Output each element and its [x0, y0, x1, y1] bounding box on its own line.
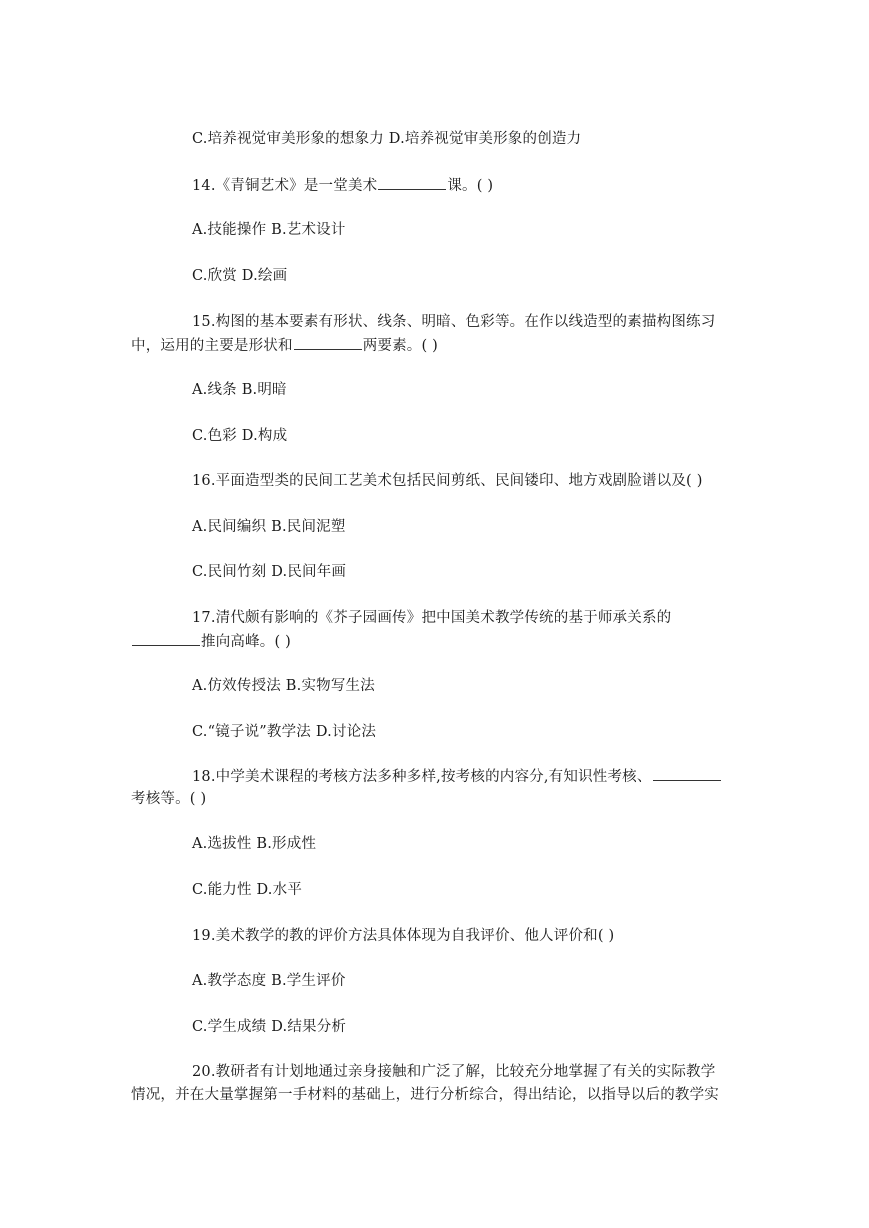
q18-options-cd: C.能力性 D.水平: [192, 882, 303, 898]
q17-options-cd: C.“镜子说”教学法 D.讨论法: [192, 724, 377, 740]
q17-stem-line1: 17.清代颇有影响的《芥子园画传》把中国美术教学传统的基于师承关系的: [192, 610, 672, 626]
q18-stem-line2: 考核等。( ): [131, 791, 207, 807]
q17-options-ab: A.仿效传授法 B.实物写生法: [192, 678, 375, 694]
answer-blank: [294, 335, 362, 350]
q19-stem: 19.美术教学的教的评价方法具体体现为自我评价、他人评价和( ): [192, 928, 615, 944]
q14-options-cd: C.欣赏 D.绘画: [192, 268, 288, 284]
q19-options-ab: A.教学态度 B.学生评价: [192, 973, 346, 989]
q20-stem-line2: 情况，并在大量掌握第一手材料的基础上，进行分析综合，得出结论，以指导以后的教学实: [131, 1087, 719, 1103]
q19-options-cd: C.学生成绩 D.结果分析: [192, 1019, 347, 1035]
answer-blank: [378, 175, 446, 190]
q20-stem-line1: 20.教研者有计划地通过亲身接触和广泛了解，比较充分地掌握了有关的实际教学: [192, 1064, 716, 1080]
answer-blank: [653, 766, 721, 781]
q16-options-ab: A.民间编织 B.民间泥塑: [192, 519, 346, 535]
q14-options-ab: A.技能操作 B.艺术设计: [192, 222, 346, 238]
q15-options-ab: A.线条 B.明暗: [192, 382, 287, 398]
answer-blank: [132, 631, 200, 646]
q13-options-cd: C.培养视觉审美形象的想象力 D.培养视觉审美形象的创造力: [192, 131, 582, 147]
q15-options-cd: C.色彩 D.构成: [192, 428, 288, 444]
q14-stem: 14.《青铜艺术》是一堂美术 课。( ): [192, 175, 493, 196]
q17-stem-line2: 推向高峰。( ): [131, 631, 291, 652]
q15-stem-line1: 15.构图的基本要素有形状、线条、明暗、色彩等。在作以线造型的素描构图练习: [192, 314, 716, 330]
q18-options-ab: A.选拔性 B.形成性: [192, 836, 317, 852]
q18-stem-line1: 18.中学美术课程的考核方法多种多样,按考核的内容分,有知识性考核、: [192, 766, 722, 787]
q16-stem: 16.平面造型类的民间工艺美术包括民间剪纸、民间镂印、地方戏剧脸谱以及( ): [192, 473, 703, 489]
q16-options-cd: C.民间竹刻 D.民间年画: [192, 564, 347, 580]
q15-stem-line2: 中，运用的主要是形状和 两要素。( ): [131, 335, 438, 356]
